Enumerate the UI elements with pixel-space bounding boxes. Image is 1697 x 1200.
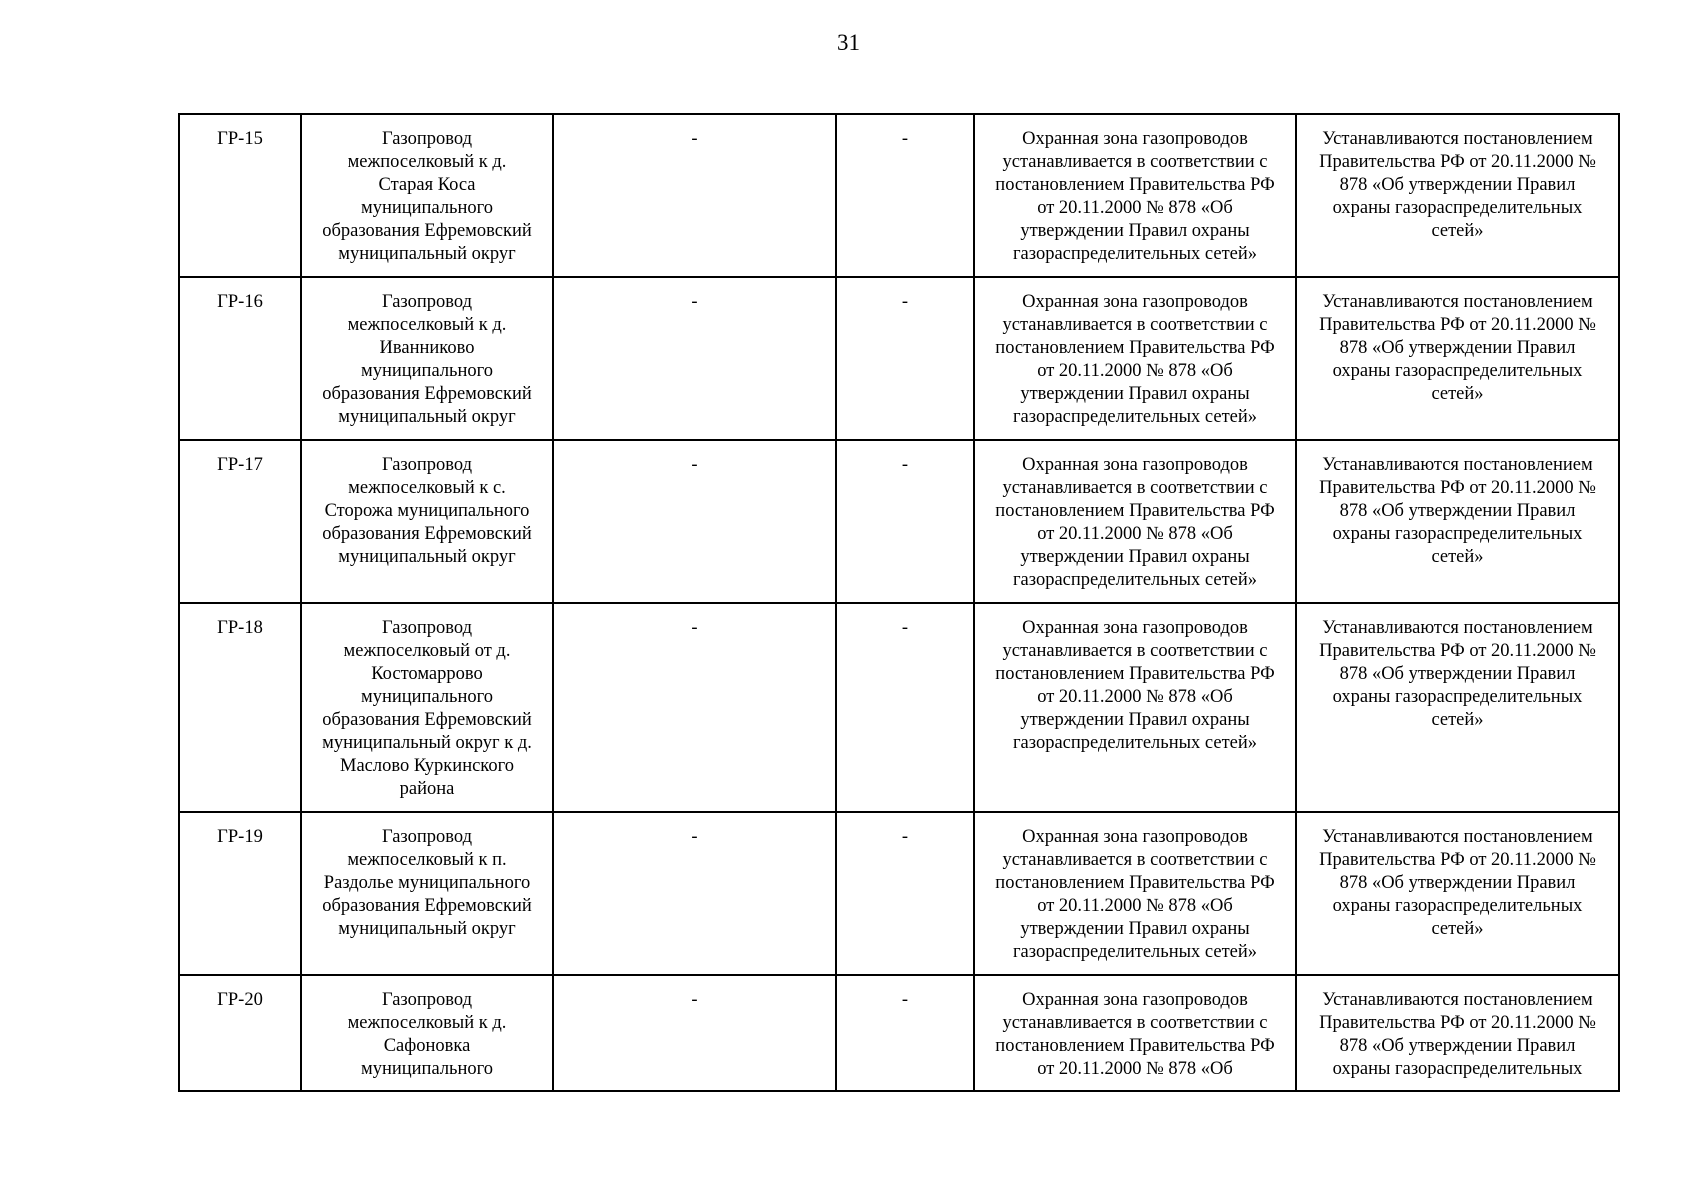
column-4-value: - [901,827,909,847]
protection-zone-text: Охранная зона газопроводов устанавливается в соответствии с постановлением Правительства РФ от 20.11.2000 № 878 «Об утверждении Правил охраны газораспределительных сетей» [995,455,1275,590]
table-row [179,975,1619,1091]
column-4-cell [836,812,974,975]
object-code-cell [179,277,301,440]
rules-text: Устанавливаются постановлением Правительства РФ от 20.11.2000 № 878 «Об утверждении Правил охраны газораспределительных сетей» [1319,827,1596,939]
object-name-cell [301,277,553,440]
column-4-value: - [901,990,909,1010]
object-code-cell [179,812,301,975]
column-4-cell [836,603,974,812]
object-name-cell [301,440,553,603]
object-code: ГР-19 [217,827,263,847]
protection-zone-cell [974,603,1296,812]
rules-cell [1296,812,1619,975]
rules-cell [1296,603,1619,812]
object-code: ГР-15 [217,129,263,149]
table-row [179,277,1619,440]
column-3-value: - [691,990,698,1010]
object-code-cell [179,975,301,1091]
column-3-cell [553,603,836,812]
protection-zone-text: Охранная зона газопроводов устанавливается в соответствии с постановлением Правительства РФ от 20.11.2000 № 878 «Об утверждении Правил охраны газораспределительных сетей» [995,827,1275,962]
column-4-cell [836,975,974,1091]
rules-text: Устанавливаются постановлением Правительства РФ от 20.11.2000 № 878 «Об утверждении Правил охраны газораспределительных сетей» [1319,292,1596,404]
column-3-value: - [691,292,698,312]
protection-zone-text: Охранная зона газопроводов устанавливается в соответствии с постановлением Правительства РФ от 20.11.2000 № 878 «Об утверждении Правил охраны газораспределительных сетей» [995,292,1275,427]
protection-zone-cell [974,440,1296,603]
column-3-cell [553,975,836,1091]
column-4-cell [836,277,974,440]
column-3-value: - [691,618,698,638]
column-4-value: - [901,129,909,149]
column-3-cell [553,440,836,603]
object-name-cell [301,975,553,1091]
page-number: 31 [837,30,860,55]
protection-zone-cell [974,114,1296,277]
protection-zone-cell [974,277,1296,440]
column-3-cell [553,277,836,440]
rules-cell [1296,975,1619,1091]
object-name-cell [301,812,553,975]
table-row [179,812,1619,975]
rules-text: Устанавливаются постановлением Правительства РФ от 20.11.2000 № 878 «Об утверждении Правил охраны газораспределительных [1319,990,1596,1079]
object-name-cell [301,114,553,277]
rules-cell [1296,440,1619,603]
column-3-cell [553,114,836,277]
object-code: ГР-18 [217,618,263,638]
object-code-cell [179,114,301,277]
rules-text: Устанавливаются постановлением Правительства РФ от 20.11.2000 № 878 «Об утверждении Правил охраны газораспределительных сетей» [1319,455,1596,567]
table-row [179,114,1619,277]
column-3-value: - [691,129,698,149]
column-4-value: - [901,292,909,312]
column-3-value: - [691,827,698,847]
protection-zone-text: Охранная зона газопроводов устанавливается в соответствии с постановлением Правительства РФ от 20.11.2000 № 878 «Об утверждении Правил охраны газораспределительных сетей» [995,129,1275,264]
object-name-cell [301,603,553,812]
protection-zone-text: Охранная зона газопроводов устанавливается в соответствии с постановлением Правительства РФ от 20.11.2000 № 878 «Об утверждении Правил охраны газораспределительных сетей» [995,618,1275,753]
object-name: Газопровод межпоселковый к с. Сторожа муниципального образования Ефремовский муниципальный округ [322,455,532,567]
column-4-cell [836,440,974,603]
object-code-cell [179,440,301,603]
column-4-cell [836,114,974,277]
column-3-value: - [691,455,698,475]
object-name: Газопровод межпоселковый к д. Сафоновка муниципального [347,990,507,1079]
object-name: Газопровод межпоселковый к д. Старая Коса муниципального образования Ефремовский муниципальный округ [322,129,532,264]
object-code: ГР-16 [217,292,263,312]
protection-zone-cell [974,812,1296,975]
rules-text: Устанавливаются постановлением Правительства РФ от 20.11.2000 № 878 «Об утверждении Правил охраны газораспределительных сетей» [1319,618,1596,730]
object-code: ГР-20 [217,990,263,1010]
object-code: ГР-17 [217,455,263,475]
protection-zone-text: Охранная зона газопроводов устанавливается в соответствии с постановлением Правительства РФ от 20.11.2000 № 878 «Об [995,990,1275,1079]
object-code-cell [179,603,301,812]
object-name: Газопровод межпоселковый к п. Раздолье муниципального образования Ефремовский муниципальный округ [322,827,532,939]
rules-text: Устанавливаются постановлением Правительства РФ от 20.11.2000 № 878 «Об утверждении Правил охраны газораспределительных сетей» [1319,129,1596,241]
rules-cell [1296,277,1619,440]
column-4-value: - [901,455,909,475]
column-3-cell [553,812,836,975]
object-name: Газопровод межпоселковый к д. Иванниково муниципального образования Ефремовский муниципальный округ [322,292,532,427]
protection-zone-cell [974,975,1296,1091]
object-name: Газопровод межпоселковый от д. Костомаррово муниципального образования Ефремовский муниципальный округ к д. Маслово Куркинского района [322,618,532,799]
pipeline-table [178,113,1620,1092]
column-4-value: - [901,618,909,638]
table-row [179,603,1619,812]
rules-cell [1296,114,1619,277]
table-row [179,440,1619,603]
